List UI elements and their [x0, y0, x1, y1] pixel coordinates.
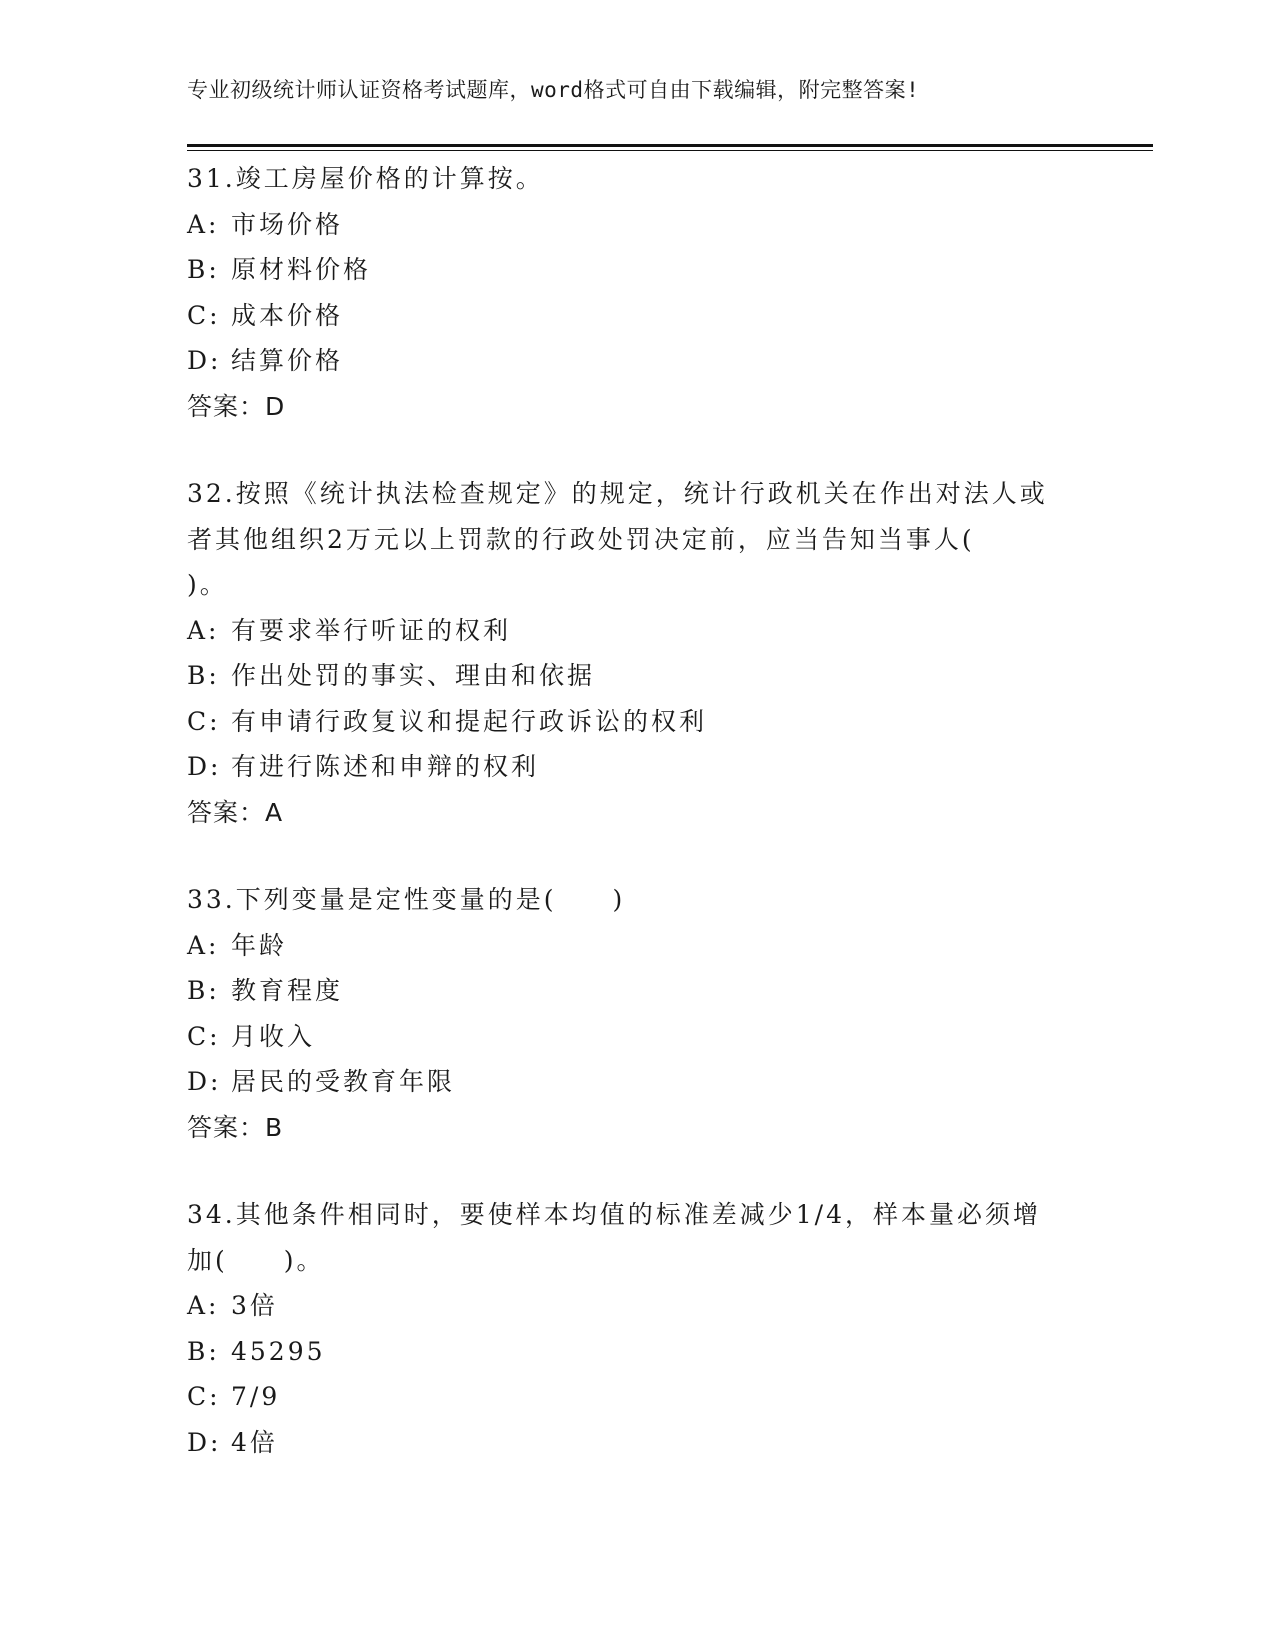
option-a	[187, 923, 1087, 969]
option-text: 居民的受教育年限	[231, 1067, 456, 1096]
option-text: 有进行陈述和申辩的权利	[231, 752, 540, 781]
option-key: C:	[187, 300, 221, 330]
question-stem: 33.下列变量是定性变量的是( )	[187, 885, 626, 914]
answer-line: 答案：A	[187, 797, 284, 827]
option-d	[187, 744, 1087, 790]
option-text: 45295	[231, 1336, 326, 1366]
header-divider-thin	[187, 150, 1153, 151]
option-key: B:	[187, 976, 220, 1005]
option-text: 成本价格	[231, 300, 344, 330]
option-d	[187, 1059, 1087, 1105]
option-key: B:	[187, 1336, 220, 1366]
option-text: 原材料价格	[231, 255, 372, 284]
option-d	[187, 1420, 1087, 1466]
option-key: A:	[187, 1291, 220, 1320]
option-key: D:	[187, 1067, 222, 1096]
question-33	[187, 877, 1087, 1150]
option-c	[187, 1374, 1087, 1420]
option-a	[187, 608, 1087, 654]
option-d	[187, 338, 1087, 384]
option-key: D:	[187, 752, 222, 781]
option-text: 7/9	[231, 1382, 281, 1411]
option-key: B:	[187, 255, 220, 284]
option-c	[187, 1014, 1087, 1060]
option-b	[187, 1329, 1087, 1375]
option-text: 4倍	[231, 1427, 278, 1457]
option-key: C:	[187, 1382, 221, 1411]
option-key: A:	[187, 930, 220, 960]
option-text: 作出处罚的事实、理由和依据	[231, 661, 596, 690]
answer-line: 答案：B	[187, 1112, 284, 1142]
option-key: B:	[187, 661, 220, 690]
option-c	[187, 293, 1087, 339]
option-a	[187, 1283, 1087, 1329]
answer-line: 答案：D	[187, 391, 286, 421]
option-text: 有申请行政复议和提起行政诉讼的权利	[231, 706, 708, 736]
question-list	[187, 156, 1087, 1507]
option-key: D:	[187, 1427, 222, 1457]
question-31	[187, 156, 1087, 429]
option-text: 月收入	[231, 1021, 316, 1051]
option-c	[187, 699, 1087, 745]
option-text: 年龄	[231, 930, 288, 960]
header-divider-thick	[187, 144, 1153, 147]
option-text: 有要求举行听证的权利	[231, 615, 512, 645]
question-stem: 31.竣工房屋价格的计算按。	[187, 164, 544, 193]
question-stem: 32.按照《统计执法检查规定》的规定，统计行政机关在作出对法人或 者其他组织2万元以上罚款的行政处罚决定前，应当告知当事人( )。	[187, 479, 1048, 599]
document-header: 专业初级统计师认证资格考试题库，word格式可自由下载编辑，附完整答案!	[187, 78, 920, 102]
option-text: 教育程度	[231, 976, 344, 1005]
option-text: 结算价格	[231, 346, 344, 375]
option-key: A:	[187, 615, 220, 645]
question-34	[187, 1192, 1087, 1465]
option-key: A:	[187, 209, 220, 239]
option-text: 市场价格	[231, 209, 344, 239]
option-key: C:	[187, 1021, 221, 1051]
option-text: 3倍	[231, 1291, 278, 1320]
option-b	[187, 653, 1087, 699]
option-b	[187, 968, 1087, 1014]
option-b	[187, 247, 1087, 293]
option-a	[187, 202, 1087, 248]
option-key: D:	[187, 346, 222, 375]
question-32	[187, 471, 1087, 835]
question-stem: 34.其他条件相同时，要使样本均值的标准差减少1/4，样本量必须增 加( )。	[187, 1200, 1041, 1275]
option-key: C:	[187, 706, 221, 736]
